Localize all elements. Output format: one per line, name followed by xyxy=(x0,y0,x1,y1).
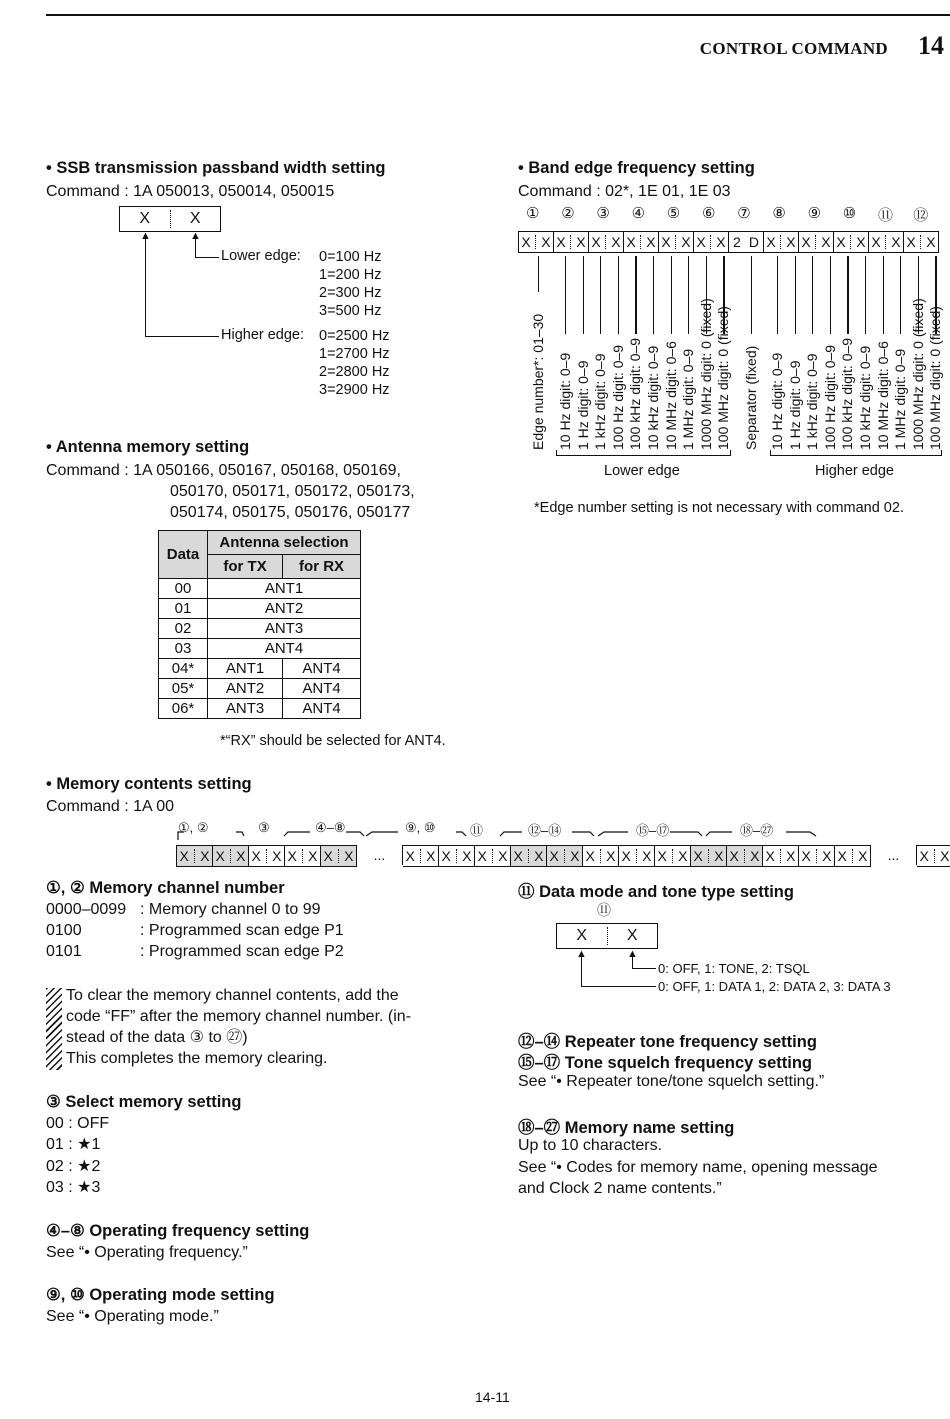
data-mode-digit-1: X xyxy=(576,927,588,944)
memory-cell: X X xyxy=(917,845,950,867)
band-heading: • Band edge frequency setting xyxy=(518,159,755,177)
select-row: 00 : OFF xyxy=(46,1115,110,1132)
memory-cell: X X xyxy=(176,845,213,867)
higher-edge-label: Higher edge xyxy=(815,463,894,479)
note-hatch-icon xyxy=(46,988,62,1070)
tsql-heading: ⑮–⑰ Tone squelch frequency setting xyxy=(518,1054,812,1072)
band-digit-label: 10 MHz digit: 0–6 xyxy=(874,341,891,450)
antenna-table xyxy=(158,530,361,719)
antenna-col-data: Data xyxy=(159,531,208,579)
data-mode-digit-2: X xyxy=(626,927,638,944)
memory-heading: • Memory contents setting xyxy=(46,775,252,793)
band-position-number: ① xyxy=(526,205,540,222)
band-digit-label: 1 MHz digit: 0–9 xyxy=(892,348,909,450)
band-position-number: ⑧ xyxy=(772,205,786,222)
mem-group-label: ④–⑧ xyxy=(315,820,346,835)
chapter-number: 14 xyxy=(918,31,944,60)
band-digit-label: 100 MHz digit: 0 (fixed) xyxy=(927,306,944,450)
higher-edge-brace xyxy=(770,455,942,456)
tone-arrowhead: ▲ xyxy=(627,948,638,960)
memory-cell: X X xyxy=(799,845,835,867)
ch-row-3-desc: : Programmed scan edge P2 xyxy=(140,943,344,960)
ssb-lower-label: Lower edge: xyxy=(221,248,301,264)
band-digit-label: 10 Hz digit: 0–9 xyxy=(557,352,573,450)
memory-cell: X X xyxy=(439,845,475,867)
band-position-number: ⑩ xyxy=(842,205,857,222)
memory-cell: X X xyxy=(583,845,619,867)
freq-heading: ④–⑧ Operating frequency setting xyxy=(46,1222,310,1240)
band-digit-label: 10 kHz digit: 0–9 xyxy=(857,345,873,450)
band-position-number: ⑥ xyxy=(702,205,716,222)
band-command: Command : 02*, 1E 01, 1E 03 xyxy=(518,183,731,200)
memory-cell: X X xyxy=(763,845,799,867)
ch-row-1-desc: : Memory channel 0 to 99 xyxy=(140,901,321,918)
ssb-higher-arrow xyxy=(145,238,146,337)
data-arrowhead: ▲ xyxy=(576,948,587,960)
note-line-1: To clear the memory channel contents, add the xyxy=(66,987,399,1004)
antenna-note: *“RX” should be selected for ANT4. xyxy=(220,733,446,749)
band-digit-label: Edge number*: 01–30 xyxy=(530,313,546,450)
antenna-col-rx: for RX xyxy=(283,555,361,579)
table-row: 04* ANT1 ANT4 xyxy=(159,659,361,679)
ch-row-2-code: 0100 xyxy=(46,922,82,939)
band-position-number: ⑦ xyxy=(737,205,751,222)
band-position-number: ② xyxy=(561,205,575,222)
table-row: 02 ANT3 xyxy=(159,619,361,639)
table-row: 06* ANT3 ANT4 xyxy=(159,699,361,719)
memory-cell: X X xyxy=(547,845,583,867)
memory-cell: X X xyxy=(619,845,655,867)
select-heading: ③ Select memory setting xyxy=(46,1093,242,1111)
ssb-higher-values: 0=2500 Hz 1=2700 Hz 2=2800 Hz 3=2900 Hz xyxy=(319,328,390,398)
memory-cell: ... xyxy=(871,845,917,865)
lower-edge-label: Lower edge xyxy=(604,463,680,479)
band-digit-label: 100 kHz digit: 0–9 xyxy=(839,337,856,450)
memory-cell: X X xyxy=(475,845,511,867)
memory-command: Command : 1A 00 xyxy=(46,798,175,815)
band-position-number: ③ xyxy=(596,205,610,222)
band-position-number: ⑨ xyxy=(807,205,822,222)
name-text-1: Up to 10 characters. xyxy=(518,1137,663,1154)
band-digit-label: 10 kHz digit: 0–9 xyxy=(645,345,661,450)
ssb-command: Command : 1A 050013, 050014, 050015 xyxy=(46,183,335,200)
band-digit-label: 1 MHz digit: 0–9 xyxy=(680,348,697,450)
band-digit-label: 100 Hz digit: 0–9 xyxy=(609,344,626,450)
mode-text: See “• Operating mode.” xyxy=(46,1308,219,1325)
band-cell: X X xyxy=(834,231,869,253)
name-text-2: See “• Codes for memory name, opening message xyxy=(518,1159,878,1176)
antenna-col-group: Antenna selection xyxy=(208,531,361,555)
mem-group-label: ⑪ xyxy=(470,823,484,838)
mem-group-label: ①, ② xyxy=(178,820,209,835)
memory-cell: X X xyxy=(727,845,763,867)
ssb-higher-label: Higher edge: xyxy=(221,327,305,343)
table-row: 00 ANT1 xyxy=(159,579,361,599)
band-cell: X X xyxy=(624,231,659,253)
select-row: 02 : ★2 xyxy=(46,1158,101,1175)
page-number: 14-11 xyxy=(475,1389,510,1405)
name-text-3: and Clock 2 name contents.” xyxy=(518,1180,722,1197)
note-line-2: code “FF” after the memory channel number. (in- xyxy=(66,1008,412,1025)
memory-cell: X X xyxy=(511,845,547,867)
mem-group-label: ⑮–⑰ xyxy=(636,823,670,838)
band-cell: X X xyxy=(904,231,939,253)
band-digit-label: 10 MHz digit: 0–6 xyxy=(662,341,679,450)
ssb-box-digit-2: X xyxy=(189,210,201,227)
memory-cell: X X xyxy=(655,845,691,867)
band-position-number: ⑤ xyxy=(666,205,681,222)
antenna-col-tx: for TX xyxy=(208,555,283,579)
select-row: 03 : ★3 xyxy=(46,1179,101,1196)
ssb-data-box xyxy=(119,206,221,232)
name-heading: ⑱–㉗ Memory name setting xyxy=(518,1119,735,1137)
ssb-lower-values: 0=100 Hz 1=200 Hz 2=300 Hz 3=500 Hz xyxy=(319,249,382,319)
band-digit-label: Separator (fixed) xyxy=(743,345,759,450)
memory-cell: X X xyxy=(835,845,871,867)
table-row: 03 ANT4 xyxy=(159,639,361,659)
band-digit-label: 1 kHz digit: 0–9 xyxy=(592,353,609,450)
table-row: 01 ANT2 xyxy=(159,599,361,619)
memory-cell: X X xyxy=(249,845,285,867)
ch-row-2-desc: : Programmed scan edge P1 xyxy=(140,922,344,939)
data-mode-box xyxy=(556,923,658,949)
memory-cell: X X xyxy=(213,845,249,867)
memory-cell: ... xyxy=(357,845,403,865)
band-cell: X X xyxy=(589,231,624,253)
antenna-command-line-3: 050174, 050175, 050176, 050177 xyxy=(170,504,411,521)
band-digit-label: 100 Hz digit: 0–9 xyxy=(821,344,838,450)
band-cell: X X xyxy=(659,231,694,253)
band-digit-label: 1 Hz digit: 0–9 xyxy=(786,360,803,450)
band-digit-label: 100 MHz digit: 0 (fixed) xyxy=(715,306,732,450)
band-note: *Edge number setting is not necessary with command 02. xyxy=(534,500,904,516)
ssb-higher-arrowhead: ▲ xyxy=(140,230,151,242)
memory-cell: X X xyxy=(285,845,321,867)
data-mode-heading: ⑪ Data mode and tone type setting xyxy=(518,883,794,901)
data-mode-number: ⑪ xyxy=(597,902,611,918)
mem-group-brackets xyxy=(170,822,820,846)
mem-group-label: ⑱–㉗ xyxy=(740,823,774,838)
band-cell: X X xyxy=(518,231,554,253)
memory-data-row xyxy=(176,845,950,867)
ssb-box-digit-1: X xyxy=(139,210,151,227)
memory-cell: X X xyxy=(691,845,727,867)
band-digit-label: 1000 MHz digit: 0 (fixed) xyxy=(909,298,926,450)
table-row: 05* ANT2 ANT4 xyxy=(159,679,361,699)
lower-edge-brace xyxy=(556,455,731,456)
mem-group-label: ③ xyxy=(258,820,270,835)
tone-type-values: 0: OFF, 1: TONE, 2: TSQL xyxy=(658,961,810,976)
ssb-heading: • SSB transmission passband width setting xyxy=(46,159,386,177)
band-digit-label: 10 Hz digit: 0–9 xyxy=(769,352,785,450)
ch-heading: ①, ② Memory channel number xyxy=(46,879,285,897)
antenna-command-line-1: Command : 1A 050166, 050167, 050168, 050169, xyxy=(46,462,401,479)
note-line-4: This completes the memory clearing. xyxy=(66,1050,328,1067)
ch-row-1-code: 0000–0099 xyxy=(46,901,127,918)
band-data-row xyxy=(518,231,939,253)
antenna-command-line-2: 050170, 050171, 050172, 050173, xyxy=(170,483,415,500)
memory-cell: X X xyxy=(321,845,357,867)
mode-heading: ⑨, ⑩ Operating mode setting xyxy=(46,1286,275,1304)
header-rule xyxy=(46,14,950,16)
band-digit-label: 1000 MHz digit: 0 (fixed) xyxy=(697,298,714,450)
note-line-3: stead of the data ③ to ㉗) xyxy=(66,1029,248,1046)
band-cell: X X xyxy=(764,231,799,253)
repeater-heading: ⑫–⑭ Repeater tone frequency setting xyxy=(518,1033,817,1051)
memory-cell: X X xyxy=(403,845,439,867)
antenna-heading: • Antenna memory setting xyxy=(46,438,250,456)
repeater-text: See “• Repeater tone/tone squelch setting.” xyxy=(518,1073,825,1090)
band-digit-label: 1 kHz digit: 0–9 xyxy=(804,353,821,450)
band-cell: X X xyxy=(554,231,589,253)
band-cell: 2 D xyxy=(729,231,764,253)
mem-group-label: ⑫–⑭ xyxy=(528,823,562,838)
select-row: 01 : ★1 xyxy=(46,1136,101,1153)
band-cell: X X xyxy=(869,231,904,253)
band-position-number: ⑪ xyxy=(878,207,894,224)
freq-text: See “• Operating frequency.” xyxy=(46,1244,248,1261)
band-position-number: ④ xyxy=(631,205,646,222)
ssb-lower-arrowhead: ▲ xyxy=(190,230,201,242)
mem-group-label: ⑨, ⑩ xyxy=(405,820,436,835)
ch-row-3-code: 0101 xyxy=(46,943,82,960)
data-mode-values: 0: OFF, 1: DATA 1, 2: DATA 2, 3: DATA 3 xyxy=(658,979,891,994)
band-digit-label: 100 kHz digit: 0–9 xyxy=(627,337,644,450)
page-section-title: CONTROL COMMAND xyxy=(699,39,888,58)
band-digit-label: 1 Hz digit: 0–9 xyxy=(574,360,591,450)
band-cell: X X xyxy=(799,231,834,253)
band-cell: X X xyxy=(694,231,729,253)
band-position-number: ⑫ xyxy=(913,207,929,224)
